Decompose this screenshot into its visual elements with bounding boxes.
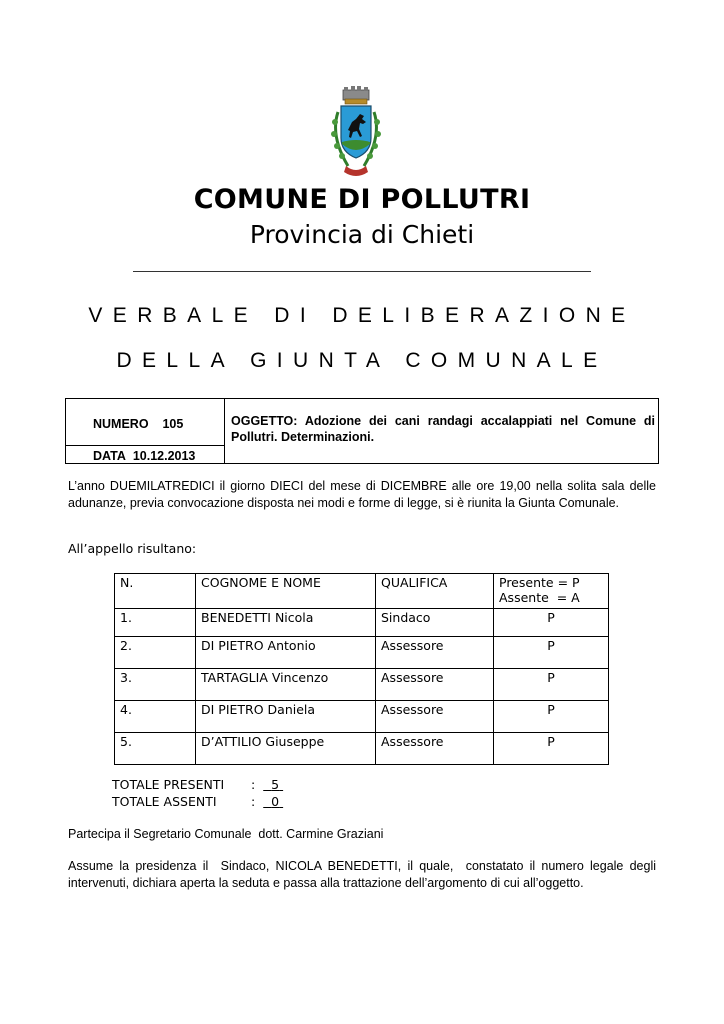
attendance-table — [114, 573, 609, 765]
row-status: P — [494, 637, 609, 669]
province-name: Provincia di Chieti — [249, 220, 475, 249]
total-present-value — [263, 777, 283, 792]
table-row — [115, 669, 609, 701]
number-date-cell — [66, 399, 225, 463]
total-absent-colon: : — [251, 794, 256, 809]
subject-cell — [231, 413, 655, 445]
row-role: Assessore — [376, 701, 494, 733]
subject-colon: : — [293, 414, 305, 428]
table-row — [115, 733, 609, 765]
total-present-colon: : — [251, 777, 256, 792]
row-number: 1. — [115, 609, 196, 637]
roll-call-label: All’appello risultano: — [68, 541, 197, 556]
number-label: NUMERO — [93, 417, 149, 431]
document-heading-line-2: DELLA GIUNTA COMUNALE — [116, 349, 608, 372]
header-present-legend: Presente = P — [499, 575, 580, 590]
header-divider — [133, 271, 591, 272]
table-row — [115, 701, 609, 733]
table-row — [115, 637, 609, 669]
row-name: DI PIETRO Antonio — [196, 637, 376, 669]
secretary-paragraph: Partecipa il Segretario Comunale dott. Carmine Graziani — [68, 827, 384, 841]
header-absent-legend: Assente = A — [499, 590, 580, 605]
total-absent-number: 0 — [271, 794, 280, 809]
row-name: TARTAGLIA Vincenzo — [196, 669, 376, 701]
municipal-crest-logo — [326, 86, 386, 182]
date-label: DATA — [93, 449, 126, 463]
total-absent-label: TOTALE ASSENTI — [112, 794, 217, 809]
row-number: 4. — [115, 701, 196, 733]
document-heading-line-1: VERBALE DI DELIBERAZIONE — [88, 304, 636, 327]
header-name: COGNOME E NOME — [196, 574, 376, 609]
table-header-row — [115, 574, 609, 609]
row-status: P — [494, 701, 609, 733]
cell-divider — [66, 445, 224, 446]
header-number: N. — [115, 574, 196, 609]
subject-label: OGGETTO — [231, 414, 294, 428]
header-role: QUALIFICA — [376, 574, 494, 609]
deliberation-number — [93, 417, 183, 431]
row-number: 5. — [115, 733, 196, 765]
total-absent-line — [112, 794, 283, 809]
meeting-intro-paragraph: L’anno DUEMILATREDICI il giorno DIECI del mese di DICEMBRE alle ore 19,00 nella solita sala delle adunanze, previa convocazione disposta nei modi e forme di legge, si è riunita la Giunta Comunale. — [68, 479, 656, 510]
header-status — [494, 574, 609, 609]
row-role: Assessore — [376, 669, 494, 701]
row-role: Sindaco — [376, 609, 494, 637]
deliberation-date — [93, 449, 195, 463]
row-status: P — [494, 609, 609, 637]
row-status: P — [494, 733, 609, 765]
total-absent-value — [263, 794, 283, 809]
row-name: BENEDETTI Nicola — [196, 609, 376, 637]
row-number: 2. — [115, 637, 196, 669]
total-present-number: 5 — [271, 777, 280, 792]
row-role: Assessore — [376, 733, 494, 765]
row-name: D’ATTILIO Giuseppe — [196, 733, 376, 765]
date-value: 10.12.2013 — [132, 449, 196, 463]
row-name: DI PIETRO Daniela — [196, 701, 376, 733]
table-row — [115, 609, 609, 637]
row-status: P — [494, 669, 609, 701]
subject-text: Adozione dei cani randagi accalappiati nel Comune di Pollutri. Determinazioni. — [231, 414, 656, 444]
total-present-line — [112, 777, 283, 792]
deliberation-info-box — [65, 398, 659, 464]
row-number: 3. — [115, 669, 196, 701]
presidency-paragraph: Assume la presidenza il Sindaco, NICOLA BENEDETTI, il quale, constatato il numero legale degli intervenuti, dichiara aperta la seduta e passa alla trattazione dell’argomento di cui all’oggetto. — [68, 859, 660, 890]
municipality-name: COMUNE DI POLLUTRI — [193, 184, 531, 215]
total-present-label: TOTALE PRESENTI — [112, 777, 225, 792]
number-value: 105 — [162, 417, 184, 431]
row-role: Assessore — [376, 637, 494, 669]
